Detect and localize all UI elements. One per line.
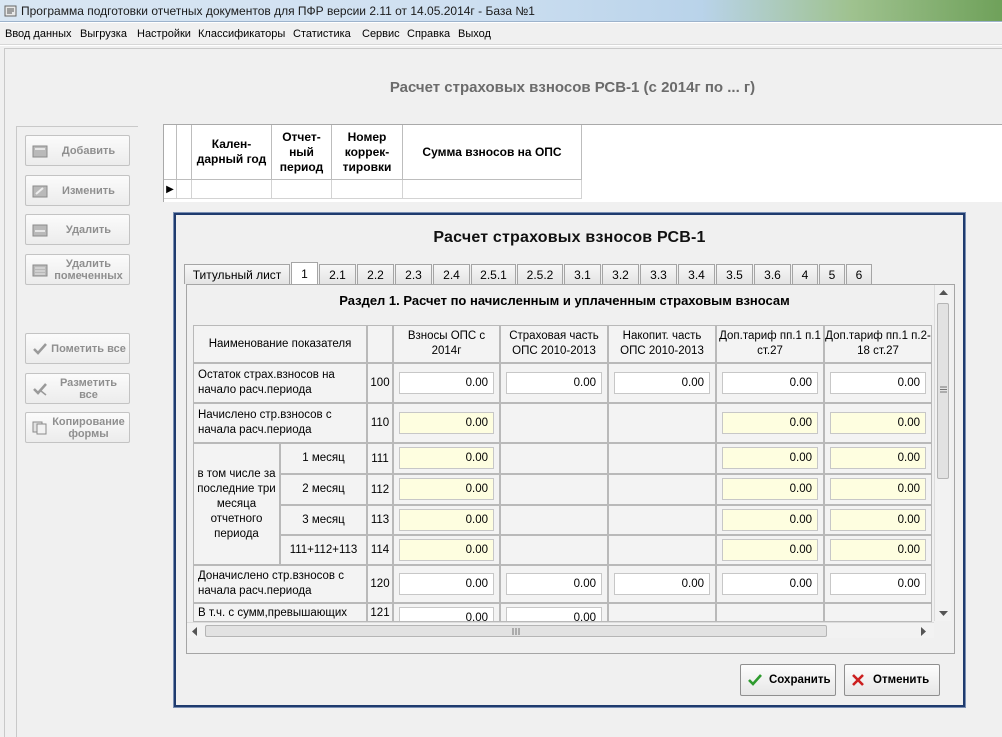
grid-row-cell[interactable] [192,180,272,199]
input-100-insurance[interactable]: 0.00 [506,372,602,394]
page-title: Расчет страховых взносов РСВ-1 (с 2014г по ... г) [389,79,756,96]
tab-2-5-1[interactable]: 2.5.1 [471,264,516,284]
cancel-button[interactable] [844,664,940,696]
check-icon [748,674,762,686]
row-code-110: 110 [367,403,393,443]
table-cell [824,505,932,535]
table-cell [716,535,824,565]
row-label-111: 1 месяц [280,443,367,474]
input-113-extra1[interactable]: 0.00 [722,509,818,531]
grip-icon [512,628,520,635]
menu-item-service[interactable]: Сервис [362,28,400,40]
input-114-extra2[interactable]: 0.00 [830,539,926,561]
table-cell [393,474,500,505]
input-111-extra1[interactable]: 0.00 [722,447,818,469]
table-cell [393,535,500,565]
edit-icon [32,184,48,198]
row-label-100: Остаток страх.взносов на начало расч.периода [193,363,367,403]
input-100-ops2014[interactable]: 0.00 [399,372,494,394]
add-icon [32,144,48,158]
grid-check-header [177,125,192,180]
section1-panel [186,284,955,654]
row-indicator: ▶ [164,180,177,199]
row-code-121: 121 [367,603,393,622]
delete-marked-button-label: Удалить помеченных [54,257,123,282]
row-code-120: 120 [367,565,393,603]
delete-marked-icon [32,263,48,277]
mark-all-icon [32,342,48,356]
tab-2-2[interactable]: 2.2 [357,264,394,284]
table-cell [608,603,716,622]
group-label-last-three-months: в том числе за последние три месяца отчетного периода [193,443,280,565]
row-code-114: 114 [367,535,393,565]
delete-marked-button[interactable] [25,254,130,285]
tab-3-6[interactable]: 3.6 [754,264,791,284]
delete-button[interactable] [25,214,130,245]
menu-item-settings[interactable]: Настройки [137,28,191,40]
grid-row-cell[interactable] [177,180,192,199]
copy-form-button[interactable] [25,412,130,443]
vertical-scrollbar[interactable] [934,285,951,621]
grid-row-cell[interactable] [403,180,582,199]
grid-row-cell[interactable] [332,180,403,199]
input-120-insurance[interactable]: 0.00 [506,573,602,595]
input-120-extra2[interactable]: 0.00 [830,573,926,595]
scroll-right-icon[interactable] [921,627,927,636]
input-110-extra1[interactable]: 0.00 [722,412,818,434]
tab-3-1[interactable]: 3.1 [564,264,601,284]
window-title: Программа подготовки отчетных документов для ПФР версии 2.11 от 14.05.2014г - База №1 [21,4,535,18]
header-col-insurance: Страховая часть ОПС 2010-2013 [500,325,608,363]
table-cell [500,505,608,535]
left-toolbar [16,126,138,737]
header-indicator-name: Наименование показателя [193,325,367,363]
dialog-title: Расчет страховых взносов РСВ-1 [433,229,706,246]
row-code-100: 100 [367,363,393,403]
horizontal-scroll-thumb[interactable] [205,625,827,637]
menu-item-classifiers[interactable]: Классификаторы [198,28,286,40]
table-cell [500,603,608,622]
scroll-down-icon[interactable] [939,611,948,617]
table-cell [500,363,608,403]
unmark-all-icon [32,382,48,396]
tab-3-3[interactable]: 3.3 [640,264,677,284]
table-cell [716,505,824,535]
grid-indicator-header [164,125,177,180]
table-cell [824,535,932,565]
rsv1-dialog [174,213,965,707]
table-cell [500,565,608,603]
table-cell [393,603,500,622]
menu-item-exit[interactable]: Выход [458,28,491,40]
delete-icon [32,223,48,237]
row-label-110: Начислено стр.взносов с начала расч.периода [193,403,367,443]
menu-item-help[interactable]: Справка [407,28,451,40]
menu-item-export[interactable]: Выгрузка [80,28,127,40]
row-label-112: 2 месяц [280,474,367,505]
table-cell [716,443,824,474]
table-cell [824,565,932,603]
table-cell [393,363,500,403]
table-cell [608,565,716,603]
input-100-accumulative[interactable]: 0.00 [614,372,710,394]
header-col-extra-tariff-2: Доп.тариф пп.1 п.2-18 ст.27 [824,325,932,363]
table-cell [824,474,932,505]
input-120-ops2014[interactable]: 0.00 [399,573,494,595]
copy-form-button-label: Копирование формы [52,415,125,440]
header-code [367,325,393,363]
row-label-113: 3 месяц [280,505,367,535]
tab-6[interactable]: 6 [846,264,872,284]
table-cell [393,403,500,443]
table-cell [500,443,608,474]
records-grid[interactable] [163,124,1002,202]
input-120-extra1[interactable]: 0.00 [722,573,818,595]
unmark-all-button[interactable] [25,373,130,404]
table-cell [824,603,932,622]
table-cell [500,535,608,565]
tab-title-page[interactable]: Титульный лист [184,264,290,284]
tab-2-1[interactable]: 2.1 [319,264,356,284]
table-cell [608,474,716,505]
table-cell [716,603,824,622]
tab-4[interactable]: 4 [792,264,818,284]
table-cell [716,403,824,443]
edit-button-label: Изменить [62,184,115,197]
input-114-ops2014[interactable]: 0.00 [399,539,494,561]
delete-button-label: Удалить [65,223,112,236]
table-cell [608,363,716,403]
table-cell [716,474,824,505]
mark-all-button-label: Пометить все [51,342,126,355]
grip-icon [940,386,947,393]
input-112-extra1[interactable]: 0.00 [722,478,818,500]
menu-item-input[interactable]: Ввод данных [5,28,72,40]
row-label-120: Доначислено стр.взносов с начала расч.периода [193,565,367,603]
table-cell [393,443,500,474]
cross-icon [852,674,864,686]
table-cell [824,363,932,403]
grid-row-cell[interactable] [272,180,332,199]
scroll-up-icon[interactable] [939,289,948,295]
input-111-ops2014[interactable]: 0.00 [399,447,494,469]
grid-header-year[interactable]: Кален-дарный год [192,125,272,180]
app-icon [3,3,18,18]
table-cell [824,443,932,474]
table-cell [716,363,824,403]
menu-item-statistics[interactable]: Статистика [293,28,351,40]
tab-3-5[interactable]: 3.5 [716,264,753,284]
tab-2-3[interactable]: 2.3 [395,264,432,284]
header-col-accumulative: Накопит. часть ОПС 2010-2013 [608,325,716,363]
input-100-extra1[interactable]: 0.00 [722,372,818,394]
table-cell [824,403,932,443]
table-cell [608,403,716,443]
section-title: Раздел 1. Расчет по начисленным и уплаченным страховым взносам [339,293,790,308]
row-code-111: 111 [367,443,393,474]
table-cell [500,403,608,443]
add-button-label: Добавить [61,144,116,157]
input-114-extra1[interactable]: 0.00 [722,539,818,561]
input-100-extra2[interactable]: 0.00 [830,372,926,394]
unmark-all-button-label: Разметить все [59,376,118,401]
save-button[interactable] [740,664,836,696]
table-cell [608,535,716,565]
edit-button[interactable] [25,175,130,206]
input-113-ops2014[interactable]: 0.00 [399,509,494,531]
row-code-113: 113 [367,505,393,535]
tab-3-2[interactable]: 3.2 [602,264,639,284]
table-cell [500,474,608,505]
input-112-ops2014[interactable]: 0.00 [399,478,494,500]
input-121-ops2014[interactable]: 0.00 [399,607,494,622]
tab-2-4[interactable]: 2.4 [433,264,470,284]
vertical-scroll-thumb[interactable] [937,303,949,479]
input-110-ops2014[interactable]: 0.00 [399,412,494,434]
add-button[interactable] [25,135,130,166]
horizontal-scrollbar[interactable] [187,622,934,638]
header-col-extra-tariff-1: Доп.тариф пп.1 п.1 ст.27 [716,325,824,363]
header-col-ops2014: Взносы ОПС с 2014г [393,325,500,363]
table-cell [608,443,716,474]
input-112-extra2[interactable]: 0.00 [830,478,926,500]
table-cell [716,565,824,603]
table-cell [393,565,500,603]
grid-header-correction[interactable]: Номер коррек-тировки [332,125,403,180]
tab-5[interactable]: 5 [819,264,845,284]
tab-2-5-2[interactable]: 2.5.2 [517,264,563,284]
table-cell [608,505,716,535]
table-cell [393,505,500,535]
row-label-121: В т.ч. с сумм,превышающих [193,603,367,622]
input-110-extra2[interactable]: 0.00 [830,412,926,434]
copy-icon [32,421,48,435]
save-button-label: Сохранить [769,674,831,686]
scroll-left-icon[interactable] [191,627,197,636]
row-code-112: 112 [367,474,393,505]
tab-3-4[interactable]: 3.4 [678,264,715,284]
mark-all-button[interactable] [25,333,130,364]
grid-header-sum[interactable]: Сумма взносов на ОПС [403,125,582,180]
row-label-114: 111+112+113 [280,535,367,565]
input-111-extra2[interactable]: 0.00 [830,447,926,469]
input-113-extra2[interactable]: 0.00 [830,509,926,531]
menu-bar [0,23,1002,45]
grid-header-period[interactable]: Отчет-ный период [272,125,332,180]
input-120-accumulative[interactable]: 0.00 [614,573,710,595]
tab-1[interactable]: 1 [291,262,318,284]
cancel-button-label: Отменить [873,674,930,686]
input-121-insurance[interactable]: 0.00 [506,607,602,622]
window-titlebar [0,0,1002,22]
